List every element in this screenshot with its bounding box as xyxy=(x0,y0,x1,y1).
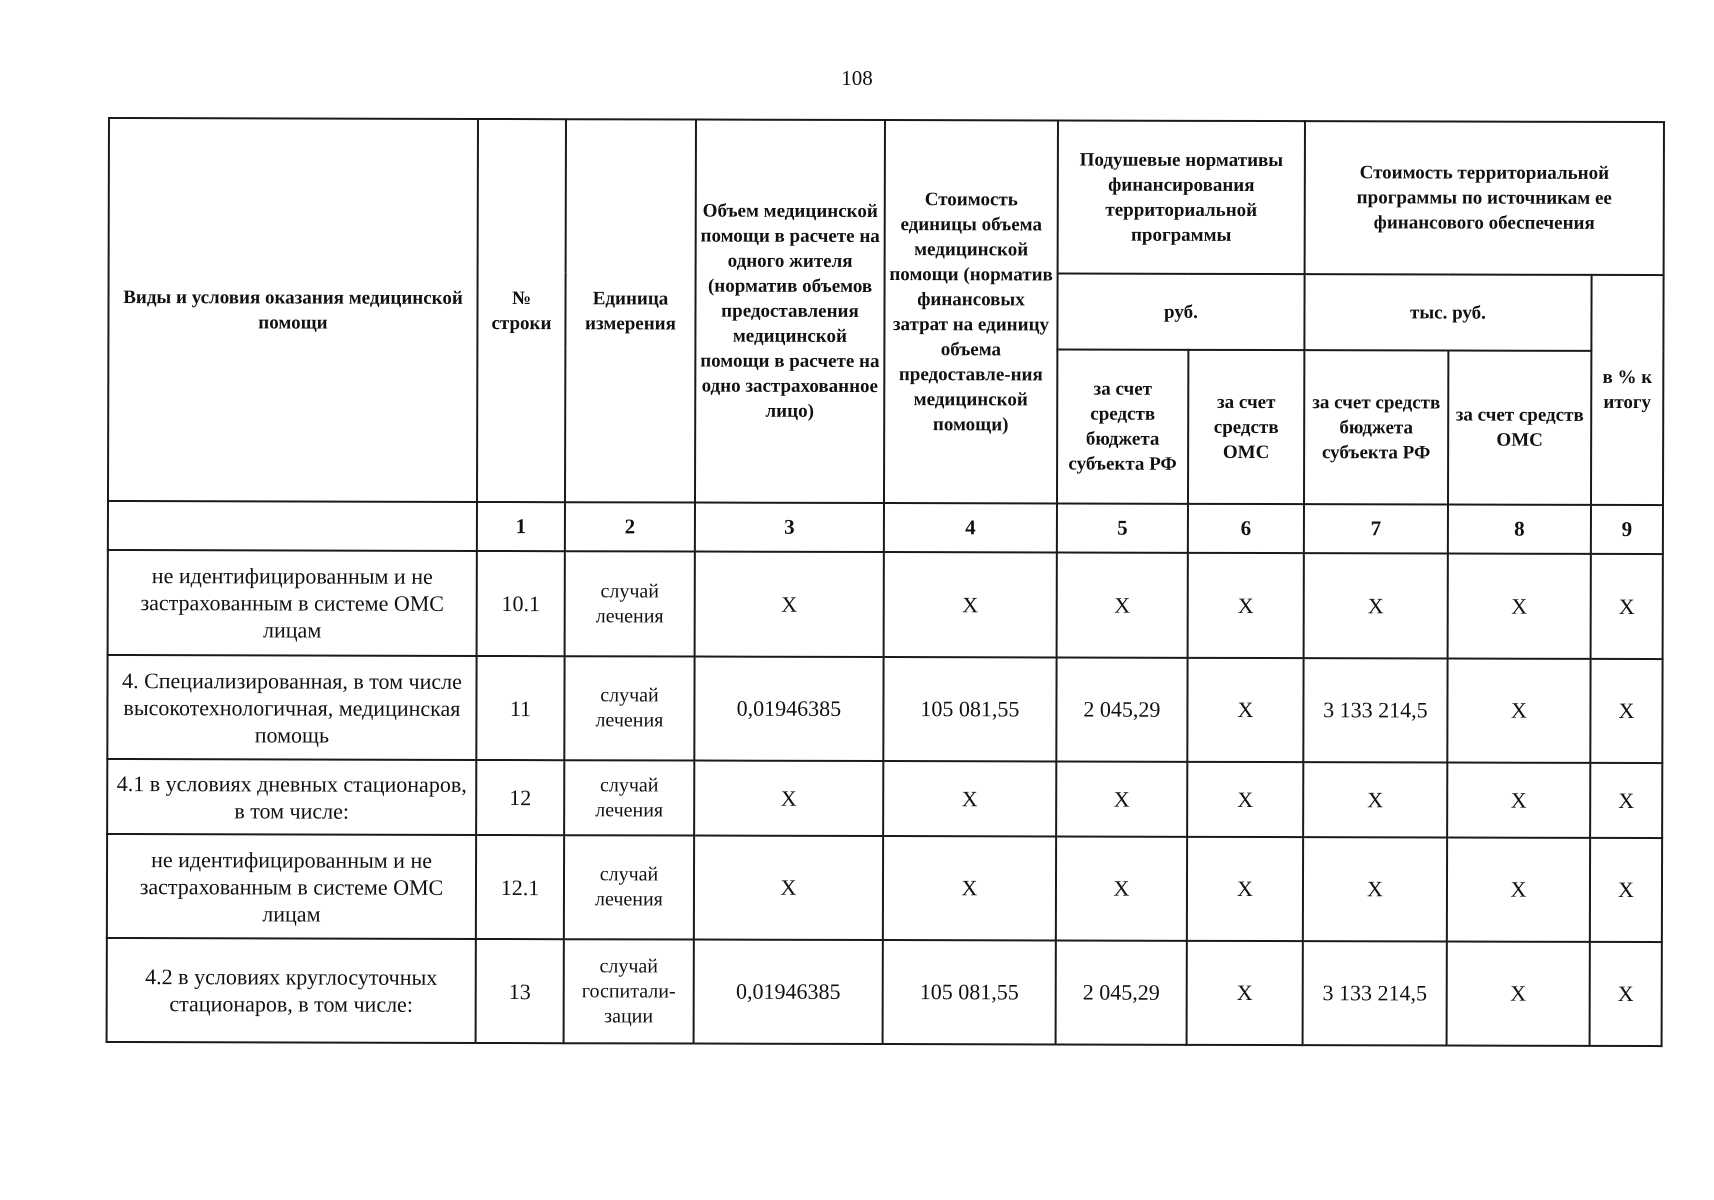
row-unit: случай лечения xyxy=(564,835,694,939)
row-unit: случай госпитали-зации xyxy=(564,939,694,1043)
cell-oms-cost: X xyxy=(1447,659,1590,763)
header-row-number: № строки xyxy=(477,119,566,502)
row-name: не идентифицированным и не застрахованным в системе ОМС лицам xyxy=(107,834,476,939)
cell-percent: X xyxy=(1590,942,1662,1046)
column-number: 4 xyxy=(884,503,1057,552)
header-row-1 xyxy=(109,118,1664,275)
column-number: 2 xyxy=(565,502,695,551)
table-row xyxy=(107,759,1662,838)
cell-budget-cost: X xyxy=(1303,837,1447,941)
cell-budget-per-capita: 2 045,29 xyxy=(1056,940,1187,1044)
table-row xyxy=(107,655,1662,763)
financing-table xyxy=(106,117,1665,1047)
header-unit: Единица измерения xyxy=(565,119,696,502)
cell-budget-cost: X xyxy=(1304,553,1448,658)
cell-oms-cost: X xyxy=(1447,838,1590,942)
cell-percent: X xyxy=(1590,838,1662,942)
cell-oms-cost: X xyxy=(1447,763,1590,838)
table-row xyxy=(107,938,1662,1046)
header-budget-cost: за счет средств бюджета субъекта РФ xyxy=(1304,350,1448,504)
table-row xyxy=(108,550,1663,659)
cell-percent: X xyxy=(1590,763,1662,838)
column-number: 9 xyxy=(1591,505,1663,554)
cell-unit-cost: X xyxy=(884,552,1057,657)
cell-oms-cost: X xyxy=(1447,942,1590,1046)
header-unit-rub: руб. xyxy=(1057,273,1304,350)
column-number: 8 xyxy=(1448,505,1591,554)
column-number xyxy=(108,501,477,551)
cell-unit-cost: 105 081,55 xyxy=(883,940,1056,1044)
cell-budget-per-capita: X xyxy=(1056,836,1187,940)
header-kind: Виды и условия оказания медицинской помощи xyxy=(108,118,478,502)
cell-unit-cost: X xyxy=(883,836,1056,940)
cell-budget-per-capita: 2 045,29 xyxy=(1056,657,1187,761)
column-number: 5 xyxy=(1057,503,1188,552)
row-name: не идентифицированным и не застрахованным в системе ОМС лицам xyxy=(108,550,477,656)
row-number: 12.1 xyxy=(476,835,564,939)
row-number: 10.1 xyxy=(477,551,565,656)
cell-volume: X xyxy=(695,552,884,657)
cell-volume: X xyxy=(694,836,883,940)
cell-oms-per-capita: X xyxy=(1187,941,1303,1045)
cell-budget-cost: 3 133 214,5 xyxy=(1303,658,1447,762)
header-volume: Объем медицинской помощи в расчете на одного жителя (норматив объемов предоставления медицинской помощи в расчете на одно застрахованное лицо) xyxy=(695,120,885,503)
cell-budget-cost: 3 133 214,5 xyxy=(1303,941,1447,1045)
row-number: 13 xyxy=(476,939,564,1043)
cell-unit-cost: 105 081,55 xyxy=(883,657,1056,761)
column-number: 3 xyxy=(695,503,884,552)
row-name: 4.1 в условиях дневных стационаров, в том числе: xyxy=(107,759,476,835)
row-name: 4. Специализированная, в том числе высокотехнологичная, медицинская помощь xyxy=(107,655,476,760)
cell-percent: X xyxy=(1590,659,1662,763)
column-number: 6 xyxy=(1188,504,1304,553)
cell-oms-per-capita: X xyxy=(1187,837,1303,941)
header-per-capita-group: Подушевые нормативы финансирования территориальной программы xyxy=(1058,120,1305,274)
cell-oms-per-capita: X xyxy=(1187,658,1303,762)
row-unit: случай лечения xyxy=(564,656,694,760)
cell-percent: X xyxy=(1591,554,1663,659)
column-number-row xyxy=(108,501,1663,554)
cell-budget-per-capita: X xyxy=(1057,552,1188,657)
table-row xyxy=(107,834,1662,942)
header-budget-per-capita: за счет средств бюджета субъекта РФ xyxy=(1057,349,1188,503)
cell-volume: X xyxy=(694,761,883,836)
column-number: 1 xyxy=(477,502,565,551)
row-number: 11 xyxy=(476,656,564,760)
cell-budget-cost: X xyxy=(1303,762,1447,837)
header-program-cost-group: Стоимость территориальной программы по источникам ее финансового обеспечения xyxy=(1305,121,1664,275)
header-percent: в % к итогу xyxy=(1591,275,1664,505)
header-unit-thousand-rub: тыс. руб. xyxy=(1304,274,1591,351)
cell-oms-cost: X xyxy=(1448,554,1591,659)
row-unit: случай лечения xyxy=(564,760,694,835)
cell-unit-cost: X xyxy=(883,761,1056,836)
cell-volume: 0,01946385 xyxy=(694,657,883,761)
column-number: 7 xyxy=(1304,504,1448,553)
header-oms-per-capita: за счет средств ОМС xyxy=(1188,350,1304,504)
header-oms-cost: за счет средств ОМС xyxy=(1448,351,1591,505)
header-unit-cost: Стоимость единицы объема медицинской помощи (норматив финансовых затрат на единицу объема предоставле-ния медицинской помощи) xyxy=(884,120,1058,503)
cell-oms-per-capita: X xyxy=(1187,762,1303,837)
row-name: 4.2 в условиях круглосуточных стационаров, в том числе: xyxy=(107,938,476,1043)
row-number: 12 xyxy=(476,760,564,835)
row-unit: случай лечения xyxy=(565,551,695,656)
page-number: 108 xyxy=(841,66,873,90)
cell-volume: 0,01946385 xyxy=(694,940,883,1044)
cell-oms-per-capita: X xyxy=(1188,553,1304,658)
cell-budget-per-capita: X xyxy=(1056,761,1187,836)
